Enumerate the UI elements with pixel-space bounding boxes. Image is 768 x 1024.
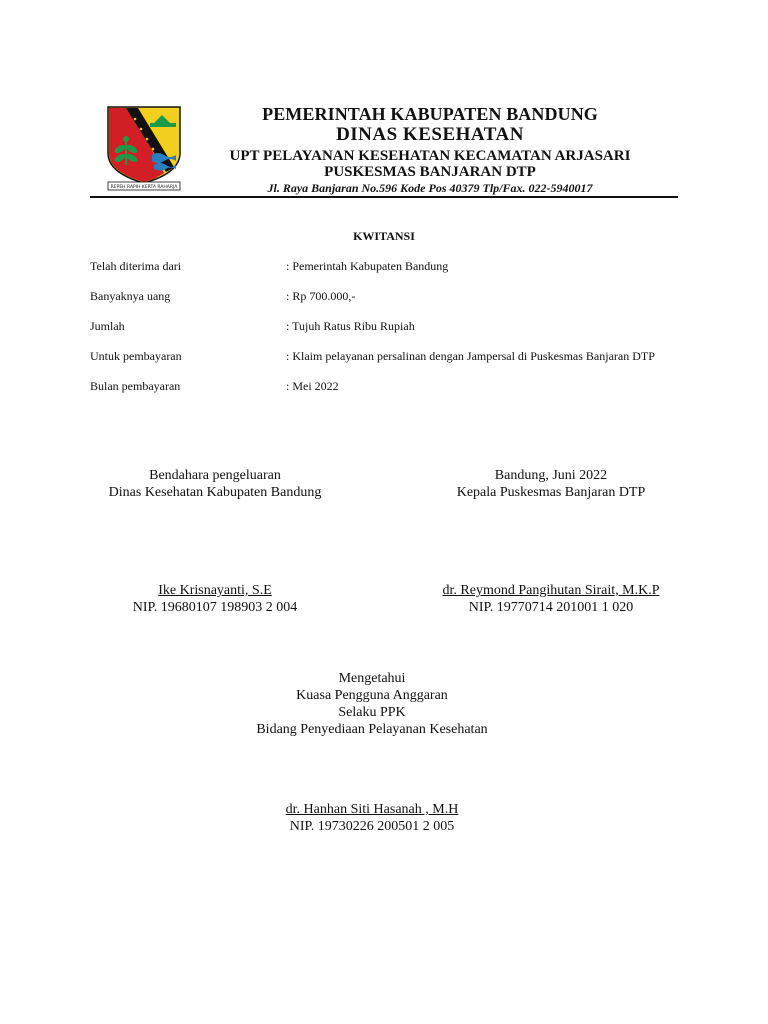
- center-signatory: [0, 801, 744, 835]
- field-value-received-from: : Pemerintah Kabupaten Bandung: [286, 259, 449, 273]
- center-signature-block: [0, 670, 744, 738]
- left-sig-nip: NIP. 19680107 198903 2 004: [132, 600, 298, 615]
- left-signature-block: [65, 467, 365, 501]
- center-sig-line-3: Selaku PPK: [338, 705, 406, 720]
- bandung-regency-emblem: [104, 103, 184, 193]
- field-label-payment-month: Bulan pembayaran: [90, 379, 181, 393]
- center-sig-name: dr. Hanhan Siti Hasanah , M.H: [285, 802, 459, 817]
- center-sig-line-1: Mengetahui: [338, 671, 406, 686]
- field-label-amount-words: Jumlah: [90, 319, 125, 333]
- left-sig-role-2: Dinas Kesehatan Kabupaten Bandung: [108, 485, 322, 500]
- header-agency: DINAS KESEHATAN: [336, 124, 524, 145]
- document-title: KWITANSI: [353, 229, 415, 243]
- header-government: PEMERINTAH KABUPATEN BANDUNG: [262, 104, 598, 124]
- left-signatory: [65, 582, 365, 616]
- right-signature-block: [400, 467, 702, 501]
- field-label-purpose: Untuk pembayaran: [90, 349, 182, 363]
- right-sig-role: Kepala Puskesmas Banjaran DTP: [456, 485, 646, 500]
- field-value-amount-words: : Tujuh Ratus Ribu Rupiah: [286, 319, 415, 333]
- header-address: Jl. Raya Banjaran No.596 Kode Pos 40379 Tlp/Fax. 022-5940017: [267, 181, 593, 195]
- right-sig-name: dr. Reymond Pangihutan Sirait, M.K.P: [442, 583, 660, 598]
- field-label-amount: Banyaknya uang: [90, 289, 171, 303]
- header-divider: [90, 196, 678, 198]
- field-label-received-from: Telah diterima dari: [90, 259, 182, 273]
- header-upt: UPT PELAYANAN KESEHATAN KECAMATAN ARJASARI: [229, 148, 631, 164]
- left-sig-role-1: Bendahara pengeluaran: [149, 468, 281, 483]
- right-sig-nip: NIP. 19770714 201001 1 020: [468, 600, 634, 615]
- header-puskesmas: PUSKESMAS BANJARAN DTP: [324, 164, 536, 180]
- field-value-amount: : Rp 700.000,-: [286, 289, 356, 303]
- left-sig-name: Ike Krisnayanti, S.E: [158, 583, 272, 598]
- center-sig-line-4: Bidang Penyediaan Pelayanan Kesehatan: [256, 722, 488, 737]
- right-sig-place-date: Bandung, Juni 2022: [494, 468, 608, 483]
- svg-text:REPEH RAPIH KERTA RAHARJA: REPEH RAPIH KERTA RAHARJA: [110, 185, 178, 190]
- field-value-payment-month: : Mei 2022: [286, 379, 339, 393]
- center-sig-line-2: Kuasa Pengguna Anggaran: [296, 688, 448, 703]
- right-signatory: [400, 582, 702, 616]
- center-sig-nip: NIP. 19730226 200501 2 005: [289, 819, 455, 834]
- field-value-purpose: : Klaim pelayanan persalinan dengan Jampersal di Puskesmas Banjaran DTP: [286, 349, 655, 363]
